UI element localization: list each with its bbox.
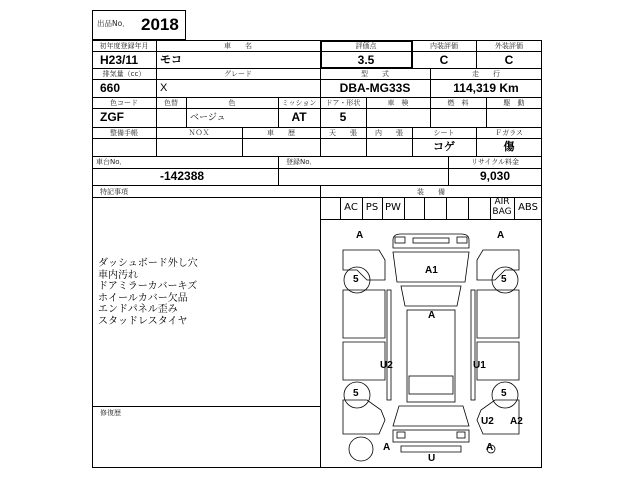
nox-label: ＮＯＸ <box>188 129 210 137</box>
model-code-label: 型 式 <box>361 70 389 78</box>
mileage-label: 走 行 <box>472 70 500 78</box>
color-code-value: ZGF <box>100 110 124 124</box>
left-front-door <box>343 290 385 338</box>
remark-item: ホイールカバー欠品 <box>98 292 188 304</box>
right-front-fender <box>477 250 519 280</box>
displacement-label: 排気量（cc） <box>102 70 146 78</box>
equipment-row <box>320 197 542 219</box>
first-registration-value: H23/11 <box>100 53 139 67</box>
lot-number-label: 出品No． <box>97 19 130 28</box>
mileage-value: 114,319 Km <box>453 81 519 95</box>
grade-label: グレード <box>224 70 252 78</box>
grade-value: X <box>160 82 168 94</box>
right-sill <box>471 290 475 400</box>
color-change-label: 色替 <box>164 99 178 107</box>
displacement-value: 660 <box>100 81 121 95</box>
history-label: 車 歴 <box>267 129 295 137</box>
drive-label: 駆 動 <box>503 99 525 107</box>
front-glass-label: Ｆガラス <box>495 129 523 137</box>
remark-item: 車内汚れ <box>98 269 138 281</box>
left-front-fender <box>343 250 385 280</box>
lot-number-box <box>92 10 186 40</box>
color-label: 色 <box>228 99 236 107</box>
damage-mark: U1 <box>473 360 486 371</box>
damage-mark: A <box>383 442 391 453</box>
model-code-value: DBA-MG33S <box>339 81 411 95</box>
headlight-right <box>457 237 467 243</box>
car-name-value: モコ <box>160 53 182 66</box>
equip-abs: ABS <box>518 202 538 213</box>
car-damage-diagram <box>321 220 541 467</box>
exterior-grade-label: 外装評価 <box>495 42 523 50</box>
remark-item: ダッシュボード外し穴 <box>98 258 198 269</box>
seat-label: シート <box>433 129 455 137</box>
taillight-left <box>397 432 405 438</box>
equipment-label: 装 備 <box>417 188 445 196</box>
damage-mark: A <box>428 310 436 321</box>
chassis-number-value: -142388 <box>160 169 205 183</box>
door-shape-value: 5 <box>339 110 347 124</box>
notes-label: 特記事項 <box>100 188 128 196</box>
rear-bumper-lower <box>401 446 461 452</box>
recycle-fee-value: 9,030 <box>479 169 511 183</box>
damage-mark: A <box>486 442 494 453</box>
damage-mark: A2 <box>510 416 523 427</box>
inspection-label: 車 検 <box>387 99 409 107</box>
interior-grade-value: C <box>439 53 449 67</box>
spare-wheel-icon <box>349 437 373 461</box>
mission-value: AT <box>291 110 307 124</box>
remark-item: ドアミラーカバーキズ <box>98 281 198 292</box>
car-name-label: 車 名 <box>224 42 252 50</box>
fuel-label: 燃 料 <box>447 99 469 107</box>
roof-outline <box>407 310 455 402</box>
headlight-left <box>395 237 405 243</box>
color-code-label: 色コード <box>110 99 138 107</box>
first-registration-label: 初年度登録年月 <box>99 42 149 50</box>
remark-item: エンドパネル歪み <box>98 304 178 315</box>
lot-number: 2018 <box>141 15 179 34</box>
right-front-door <box>477 290 519 338</box>
seat-value: コゲ <box>433 140 455 153</box>
rear-hatch-outline <box>393 406 469 426</box>
damage-mark: 5 <box>353 388 359 399</box>
remark-item: スタッドレスタイヤ <box>98 315 188 327</box>
damage-mark: 5 <box>501 388 507 399</box>
equip-ac: AC <box>344 202 358 213</box>
score-label: 評価点 <box>355 42 377 50</box>
equip-pw: PW <box>385 202 401 213</box>
equip-airbag-text: AIR BAG <box>492 197 512 217</box>
grille <box>413 238 449 243</box>
damage-mark: 5 <box>353 274 359 285</box>
headliner-label: 天 張 <box>329 129 357 137</box>
equip-ps: PS <box>365 202 379 213</box>
damage-mark: A <box>356 230 364 241</box>
damage-mark: U <box>428 453 436 464</box>
door-shape-label: ドア・形状 <box>325 99 361 107</box>
windshield-outline <box>401 286 461 306</box>
taillight-right <box>457 432 465 438</box>
chassis-number-label: 車台No． <box>96 158 127 166</box>
maintenance-book-label: 整備手帳 <box>110 129 138 137</box>
trim-label: 内 張 <box>375 129 403 137</box>
mission-label: ミッション <box>281 99 317 107</box>
exterior-grade-value: C <box>504 53 514 67</box>
damage-mark: A1 <box>425 265 438 276</box>
recycle-fee-label: リサイクル料金 <box>470 158 520 166</box>
registration-number-label: 登録No． <box>286 158 317 166</box>
damage-mark: 5 <box>501 274 507 285</box>
rear-window-outline <box>409 376 453 394</box>
damage-mark: U2 <box>481 416 494 427</box>
damage-mark: A <box>497 230 505 241</box>
interior-grade-label: 内装評価 <box>430 42 458 50</box>
score-value: 3.5 <box>357 53 375 67</box>
damage-mark: U2 <box>380 360 393 371</box>
left-sill <box>387 290 391 400</box>
repair-history-label: 修復歴 <box>100 409 121 417</box>
color-value: ベージュ <box>190 113 226 123</box>
equip-airbag <box>490 197 514 217</box>
left-rear-door <box>343 342 385 380</box>
front-glass-value: 傷 <box>503 140 515 153</box>
front-bumper-outline <box>393 234 469 248</box>
